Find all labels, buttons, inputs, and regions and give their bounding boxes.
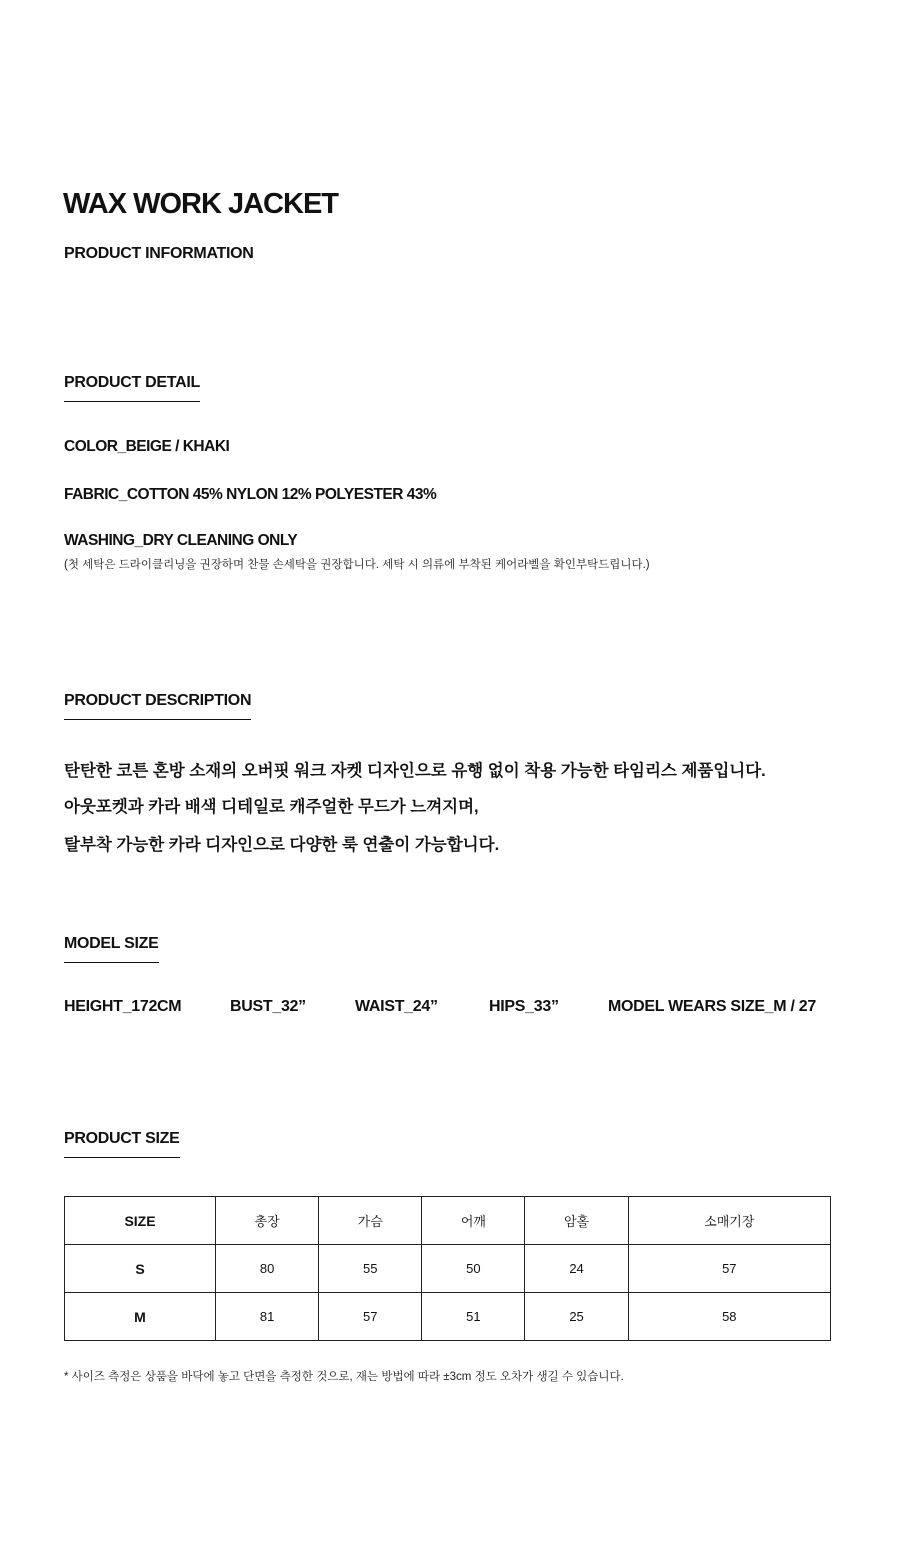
washing-note: (첫 세탁은 드라이클리닝을 권장하며 찬물 손세탁을 권장합니다. 세탁 시 의류에 부착된 케어라벨을 확인부탁드립니다.) bbox=[64, 559, 650, 571]
model-size-heading: MODEL SIZE bbox=[64, 935, 159, 963]
fabric-info: FABRIC_COTTON 45% NYLON 12% POLYESTER 43% bbox=[64, 486, 437, 503]
product-size-heading: PRODUCT SIZE bbox=[64, 1130, 180, 1158]
model-height: HEIGHT_172CM bbox=[64, 998, 182, 1015]
model-bust: BUST_32” bbox=[230, 998, 306, 1015]
table-cell: 57 bbox=[628, 1245, 830, 1293]
header-cell: 소매기장 bbox=[628, 1197, 830, 1245]
header-cell: 암홀 bbox=[525, 1197, 628, 1245]
header-cell: SIZE bbox=[65, 1197, 216, 1245]
model-waist: WAIST_24” bbox=[355, 998, 438, 1015]
model-wears: MODEL WEARS SIZE_M / 27 bbox=[608, 998, 816, 1015]
header-cell: 어깨 bbox=[422, 1197, 525, 1245]
table-cell: 25 bbox=[525, 1293, 628, 1341]
table-cell: 24 bbox=[525, 1245, 628, 1293]
description-line: 아웃포켓과 카라 배색 디테일로 캐주얼한 무드가 느껴지며, bbox=[64, 798, 479, 816]
header-cell: 가슴 bbox=[319, 1197, 422, 1245]
table-cell: 51 bbox=[422, 1293, 525, 1341]
table-cell: 81 bbox=[216, 1293, 319, 1341]
table-cell: 55 bbox=[319, 1245, 422, 1293]
product-title: WAX WORK JACKET bbox=[63, 188, 338, 220]
size-table bbox=[64, 1196, 831, 1341]
color-info: COLOR_BEIGE / KHAKI bbox=[64, 438, 230, 455]
table-row bbox=[65, 1245, 831, 1293]
table-header-row bbox=[65, 1197, 831, 1245]
header-cell: 총장 bbox=[216, 1197, 319, 1245]
description-line: 탈부착 가능한 카라 디자인으로 다양한 룩 연출이 가능합니다. bbox=[64, 836, 500, 854]
table-cell: 80 bbox=[216, 1245, 319, 1293]
table-cell: S bbox=[65, 1245, 216, 1293]
product-description-heading: PRODUCT DESCRIPTION bbox=[64, 692, 251, 720]
table-cell: 50 bbox=[422, 1245, 525, 1293]
table-row bbox=[65, 1293, 831, 1341]
product-information-label: PRODUCT INFORMATION bbox=[64, 245, 254, 262]
description-line: 탄탄한 코튼 혼방 소재의 오버핏 워크 자켓 디자인으로 유행 없이 착용 가능한 타임리스 제품입니다. bbox=[64, 762, 766, 780]
size-note: * 사이즈 측정은 상품을 바닥에 놓고 단면을 측정한 것으로, 재는 방법에 따라 ±3cm 정도 오차가 생길 수 있습니다. bbox=[64, 1371, 624, 1383]
table-cell: M bbox=[65, 1293, 216, 1341]
model-hips: HIPS_33” bbox=[489, 998, 559, 1015]
table-cell: 57 bbox=[319, 1293, 422, 1341]
product-detail-heading: PRODUCT DETAIL bbox=[64, 374, 200, 402]
washing-info: WASHING_DRY CLEANING ONLY bbox=[64, 532, 298, 549]
table-cell: 58 bbox=[628, 1293, 830, 1341]
model-size-row bbox=[64, 998, 844, 1016]
